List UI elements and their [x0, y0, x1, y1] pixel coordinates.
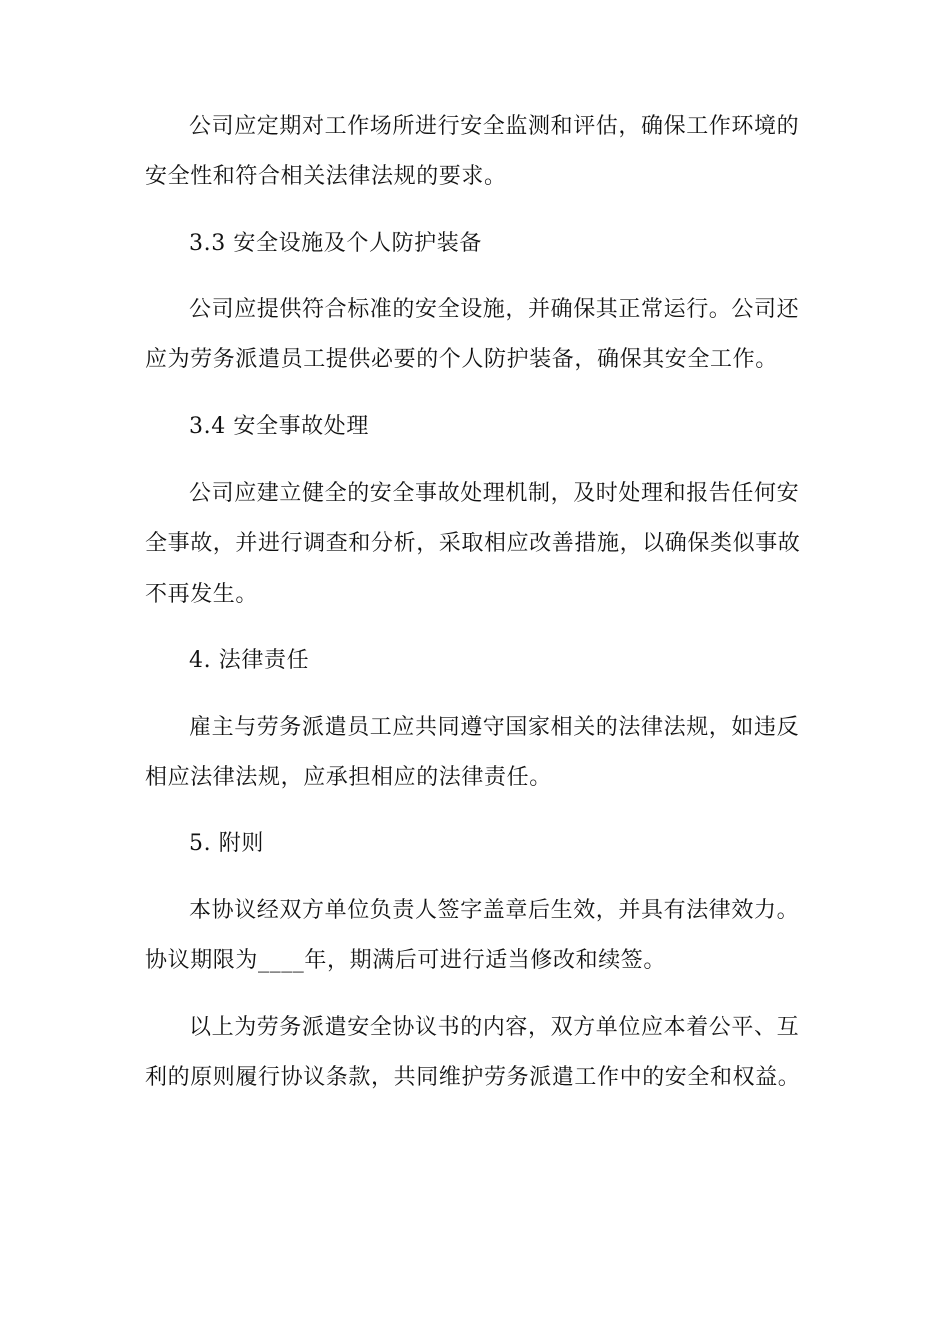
paragraph-line: 公司应提供符合标准的安全设施，并确保其正常运行。公司还: [189, 297, 800, 322]
section-heading: 4. 法律责任: [189, 648, 310, 673]
paragraph-line: 全事故，并进行调查和分析，采取相应改善措施，以确保类似事故: [145, 531, 801, 556]
paragraph-line: 利的原则履行协议条款，共同维护劳务派遣工作中的安全和权益。: [145, 1065, 801, 1090]
paragraph-line: 本协议经双方单位负责人签字盖章后生效，并具有法律效力。: [189, 898, 800, 923]
paragraph-line: 雇主与劳务派遣员工应共同遵守国家相关的法律法规，如违反: [189, 715, 800, 740]
paragraph-line: 公司应建立健全的安全事故处理机制，及时处理和报告任何安: [189, 481, 800, 506]
section-heading: 5. 附则: [189, 831, 264, 856]
section-heading: 3.3 安全设施及个人防护装备: [189, 231, 482, 256]
paragraph-line: 公司应定期对工作场所进行安全监测和评估，确保工作环境的: [189, 114, 800, 139]
paragraph-line: 应为劳务派遣员工提供必要的个人防护装备，确保其安全工作。: [145, 347, 778, 372]
paragraph-line: 相应法律法规，应承担相应的法律责任。: [145, 765, 552, 790]
paragraph-line: 安全性和符合相关法律法规的要求。: [145, 164, 507, 189]
paragraph-line: 协议期限为____年，期满后可进行适当修改和续签。: [145, 948, 667, 973]
paragraph-line: 不再发生。: [145, 582, 259, 607]
paragraph-line: 以上为劳务派遣安全协议书的内容，双方单位应本着公平、互: [189, 1015, 800, 1040]
section-heading: 3.4 安全事故处理: [189, 414, 369, 439]
